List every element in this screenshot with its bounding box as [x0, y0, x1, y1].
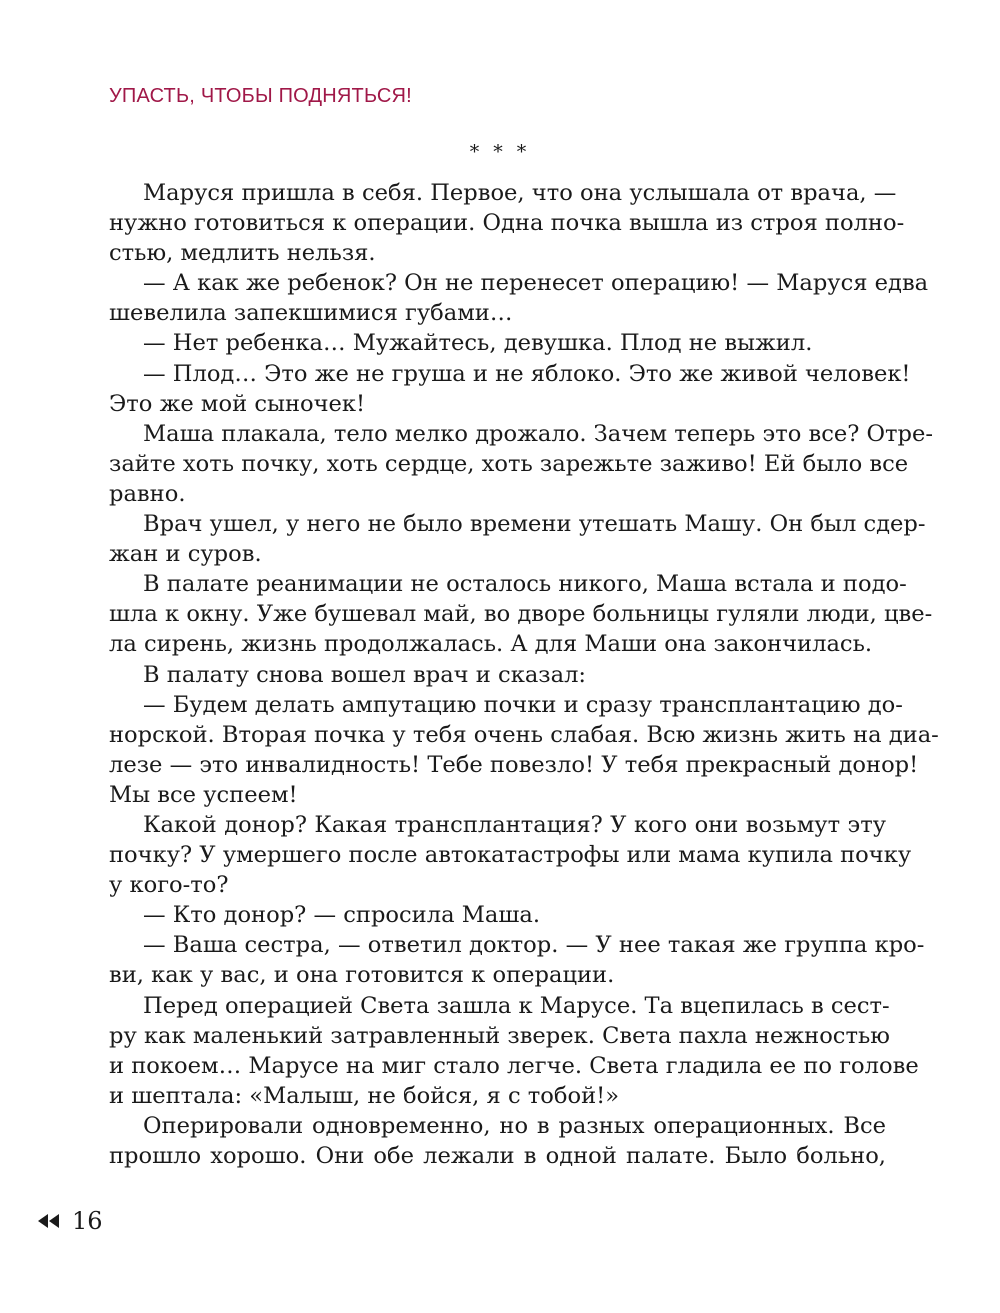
text-line: прошло хорошо. Они обе лежали в одной палате. Было больно, — [109, 1143, 886, 1169]
text-line: почку? У умершего после автокатастрофы или мама купила почку — [109, 842, 912, 869]
text-line: Оперировали одновременно, но в разных операционных. Все — [143, 1112, 886, 1139]
text-line: шевелила запекшимися губами… — [109, 300, 513, 327]
text-line: стью, медлить нельзя. — [109, 240, 376, 267]
text-line: Маша плакала, тело мелко дрожало. Зачем теперь это все? Отре- — [143, 420, 934, 447]
text-line: жан и суров. — [109, 541, 262, 568]
text-line: — Нет ребенка… Мужайтесь, девушка. Плод не выжил. — [143, 330, 813, 357]
text-line: у кого-то? — [109, 872, 229, 899]
text-line: ви, как у вас, и она готовится к операции. — [109, 962, 615, 989]
text-line: ру как маленький затравленный зверек. Света пахла нежностью — [109, 1022, 890, 1049]
text-line: — А как же ребенок? Он не перенесет операцию! — Маруся едва — [143, 270, 929, 297]
text-line: — Плод… Это же не груша и не яблоко. Это же живой человек! — [143, 360, 911, 387]
text-line: Какой донор? Какая трансплантация? У кого они возьмут эту — [143, 811, 886, 838]
page-number: 16 — [72, 1207, 103, 1235]
text-line: — Кто донор? — спросила Маша. — [143, 902, 541, 929]
text-line: нужно готовиться к операции. Одна почка вышла из строя полно- — [109, 210, 905, 237]
text-line: В палату снова вошел врач и сказал: — [143, 661, 587, 688]
folio — [38, 1207, 103, 1235]
text-line: Маруся пришла в себя. Первое, что она услышала от врача, — — [143, 180, 897, 206]
text-line: Перед операцией Света зашла к Марусе. Та вцепилась в сест- — [143, 992, 890, 1019]
section-separator: * * * — [469, 141, 531, 163]
text-line: шла к окну. Уже бушевал май, во дворе больницы гуляли люди, цве- — [109, 601, 933, 628]
text-line: — Ваша сестра, — ответил доктор. — У нее такая же группа кро- — [143, 932, 925, 959]
text-line: зайте хоть почку, хоть сердце, хоть зарежьте заживо! Ей было все — [109, 450, 909, 477]
text-line: Это же мой сыночек! — [109, 390, 366, 417]
text-line: Врач ушел, у него не было времени утешать Машу. Он был сдер- — [143, 511, 926, 538]
running-header: УПАСТЬ, ЧТОБЫ ПОДНЯТЬСЯ! — [109, 85, 412, 107]
text-line: норской. Вторая почка у тебя очень слабая. Всю жизнь жить на диа- — [109, 721, 939, 748]
text-line: Мы все успеем! — [109, 781, 298, 808]
text-line: и покоем… Марусе на миг стало легче. Света гладила ее по голове — [109, 1052, 919, 1079]
text-line: ла сирень, жизнь продолжалась. А для Маши она закончилась. — [109, 631, 873, 658]
text-line: — Будем делать ампутацию почки и сразу трансплантацию до- — [143, 691, 903, 718]
text-line: лезе — это инвалидность! Тебе повезло! У тебя прекрасный донор! — [109, 751, 919, 778]
text-line: равно. — [109, 480, 186, 507]
double-arrow-left-icon — [38, 1214, 60, 1228]
text-line: В палате реанимации не осталось никого, Маша встала и подо- — [143, 571, 907, 598]
body-text — [109, 178, 939, 1171]
text-line: и шептала: «Малыш, не бойся, я с тобой!» — [109, 1082, 620, 1109]
